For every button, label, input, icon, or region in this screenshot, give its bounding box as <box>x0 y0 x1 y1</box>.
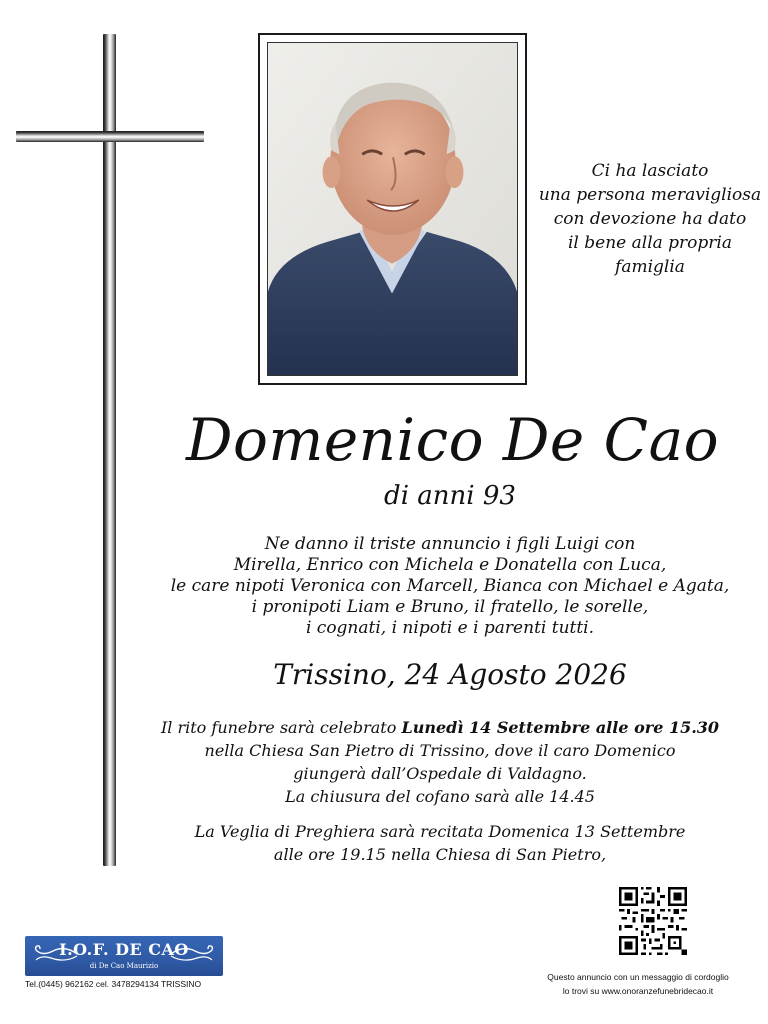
agency-owner: di De Cao Maurizio <box>89 962 159 970</box>
agency-logo <box>25 936 223 976</box>
funeral-date-time: Lunedì 14 Settembre alle ore 15.30 <box>401 718 720 737</box>
funeral-details <box>150 716 730 808</box>
announcement-line: Mirella, Enrico con Michela e Donatella con Luca, <box>233 555 667 575</box>
funeral-line-2: nella Chiesa San Pietro di Trissino, dove il caro Domenico <box>204 741 676 760</box>
quote-line: famiglia <box>615 257 685 277</box>
announcement-line: le care nipoti Veronica con Marcell, Bianca con Michael e Agata, <box>170 576 730 596</box>
funeral-intro: Il rito funebre sarà celebrato <box>160 718 402 737</box>
footer-note-line-2[interactable]: lo trovi su www.onoranzefunebridecao.it <box>562 986 714 996</box>
deceased-age: di anni 93 <box>384 481 516 511</box>
qr-code-icon[interactable] <box>619 887 687 955</box>
memorial-quote <box>532 159 768 279</box>
quote-line: il bene alla propria <box>567 233 732 253</box>
footer-note <box>520 970 756 998</box>
vigil-line-2: alle ore 19.15 nella Chiesa di San Pietro, <box>273 845 607 864</box>
funeral-line-4: La chiusura del cofano sarà alle 14.45 <box>285 787 595 806</box>
vigil-line-1: La Veglia di Preghiera sarà recitata Domenica 13 Settembre <box>194 822 686 841</box>
cross-horizontal-bar <box>16 131 204 142</box>
footer-note-line-1: Questo annuncio con un messaggio di cordoglio <box>547 972 729 982</box>
cross-vertical-bar <box>103 34 116 866</box>
portrait-illustration <box>268 43 517 375</box>
funeral-line-1 <box>150 716 730 739</box>
announcement-line: Ne danno il triste annuncio i figli Luigi con <box>264 534 636 554</box>
qr-code-graphic <box>619 887 687 955</box>
agency-contacts: Tel.(0445) 962162 cel. 3478294134 TRISSINO <box>25 979 202 989</box>
announcement-line: i pronipoti Liam e Bruno, il fratello, le sorelle, <box>251 597 649 617</box>
announcement-line: i cognati, i nipoti e i parenti tutti. <box>305 618 595 638</box>
agency-name: I.O.F. DE CAO <box>59 940 189 959</box>
place-and-date: Trissino, 24 Agosto 2026 <box>273 658 627 691</box>
quote-line: Ci ha lasciato <box>591 161 709 181</box>
deceased-name: Domenico De Cao <box>185 406 720 474</box>
swirl-ornament-icon <box>169 943 217 965</box>
quote-line: una persona meravigliosa <box>538 185 762 205</box>
portrait-photo <box>267 42 518 376</box>
portrait-frame <box>258 33 527 385</box>
funeral-line-3: giungerà dall’Ospedale di Valdagno. <box>293 764 587 783</box>
quote-line: con devozione ha dato <box>553 209 747 229</box>
announcement-text <box>150 534 750 639</box>
vigil-details <box>150 820 730 866</box>
